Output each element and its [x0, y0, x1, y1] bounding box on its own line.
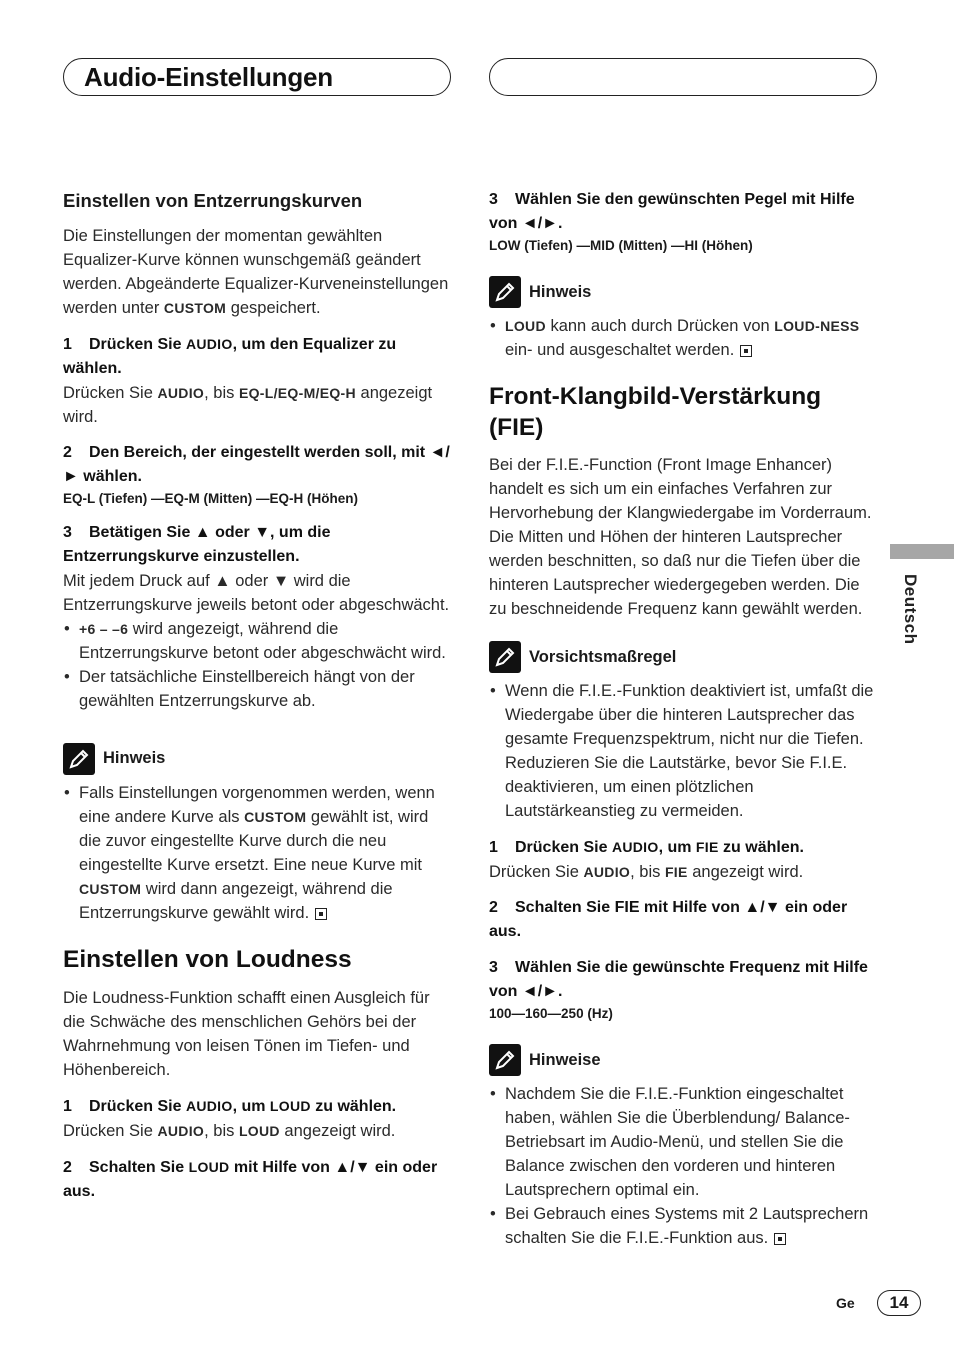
note-1-label: Hinweis	[103, 749, 166, 768]
note-pencil-icon	[489, 641, 521, 673]
page-title: Audio-Einstellungen	[84, 62, 333, 92]
loud-step-1-desc: Drücken Sie AUDIO, bis LOUD angezeigt wird.	[63, 1121, 396, 1140]
fie-step-1-desc: Drücken Sie AUDIO, bis FIE angezeigt wird.	[489, 863, 804, 882]
fie-step-2: 2 Schalten Sie FIE mit Hilfe von ▲/▼ ein oder aus.	[489, 899, 848, 941]
fie-step-1: 1 Drücken Sie AUDIO, um FIE zu wählen.	[489, 839, 804, 857]
notes-3-label: Hinweise	[529, 1050, 601, 1069]
note-2-label: Hinweis	[529, 282, 592, 301]
loud-step-2: 2 Schalten Sie LOUD mit Hilfe von ▲/▼ ein oder aus.	[63, 1158, 438, 1200]
eq-heading: Einstellen von Entzerrungskurven	[63, 190, 363, 211]
end-mark-icon	[740, 345, 752, 357]
note-1-head	[63, 743, 453, 775]
fie-range: 100—160—250 (Hz)	[489, 1006, 613, 1022]
loudness-heading: Einstellen von Loudness	[63, 945, 352, 973]
notes-3-bullet-1: • Nachdem Sie die F.I.E.-Funktion eingeschaltet haben, wählen Sie die Überblendung/ Balance- Betriebsart im Audio-Menü, und stellen Sie die Balance zwischen den vorderen und hinteren Lautsprechern optimal ein.	[489, 1082, 879, 1202]
footer-lang-code: Ge	[836, 1295, 855, 1311]
loud-step-3: 3 Wählen Sie den gewünschten Pegel mit Hilfe von ◄/►.	[489, 191, 855, 232]
loud-step-1: 1 Drücken Sie AUDIO, um LOUD zu wählen.	[63, 1097, 397, 1115]
page-number: 14	[877, 1290, 921, 1316]
note-pencil-icon	[63, 743, 95, 775]
left-column	[63, 188, 453, 1204]
loud-range: LOW (Tiefen) —MID (Mitten) —HI (Höhen)	[489, 238, 753, 253]
eq-step-2: 2 Den Bereich, der eingestellt werden soll, mit ◄/► wählen.	[63, 443, 450, 485]
eq-step-1-desc: Drücken Sie AUDIO, bis EQ-L/EQ-M/EQ-H angezeigt wird.	[63, 383, 433, 426]
right-column	[489, 188, 879, 1250]
note-pencil-icon	[489, 276, 521, 308]
caution-text: • Wenn die F.I.E.-Funktion deaktiviert ist, umfaßt die Wiedergabe über die hinteren Lautsprecher das gesamte Frequenzspektrum, nicht nur die Tiefen. Reduzieren Sie die Lautstärke, bevor Sie F.I.E. deaktivieren, um einen plötzlichen Lautstärkeanstieg zu vermeiden.	[489, 679, 879, 823]
notes-3-head	[489, 1044, 879, 1076]
notes-3-bullet-2: • Bei Gebrauch eines Systems mit 2 Lautsprechern schalten Sie die F.I.E.-Funktion aus.	[489, 1202, 879, 1250]
loudness-intro: Die Loudness-Funktion schafft einen Ausgleich für die Schwäche des menschlichen Gehörs bei der Wahrnehmung von leisen Tönen im Tiefen- und Höhenbereich.	[63, 988, 430, 1079]
eq-bullet-1: • +6 – –6 wird angezeigt, während die Entzerrungskurve betont oder abgeschwächt wird.	[63, 617, 453, 665]
fie-heading: Front-Klangbild-Verstärkung (FIE)	[489, 383, 822, 441]
header-title-box	[63, 58, 451, 96]
eq-intro: Die Einstellungen der momentan gewählten Equalizer-Kurve können wunschgemäß geändert werden. Abgeänderte Equalizer-Kurveneinstellungen werden unter CUSTOM gespeichert.	[63, 226, 449, 317]
note-2-head	[489, 276, 879, 308]
eq-step-3-desc: Mit jedem Druck auf ▲ oder ▼ wird die Entzerrungskurve jeweils betont oder abgeschwächt.	[63, 571, 450, 614]
caution-head	[489, 641, 879, 673]
caution-label: Vorsichtsmaßregel	[529, 647, 677, 666]
side-tab-marker	[890, 544, 954, 559]
end-mark-icon	[315, 908, 327, 920]
header-empty-box	[489, 58, 877, 96]
note-2-text: • LOUD kann auch durch Drücken von LOUD-NESS ein- und ausgeschaltet werden.	[489, 314, 879, 362]
side-language-label: Deutsch	[901, 574, 920, 645]
eq-step-1: 1 Drücken Sie AUDIO, um den Equalizer zu wählen.	[63, 335, 397, 377]
note-1-text: • Falls Einstellungen vorgenommen werden, wenn eine andere Kurve als CUSTOM gewählt ist, wird die zuvor eingestellte Kurve durch die neu eingestellte Kurve ersetzt. Eine neue Kurve mit CUSTOM wird dann angezeigt, während die Entzerrungskurve gewählt wird.	[63, 781, 453, 925]
note-pencil-icon	[489, 1044, 521, 1076]
eq-step-3: 3 Betätigen Sie ▲ oder ▼, um die Entzerrungskurve einzustellen.	[63, 523, 331, 565]
end-mark-icon	[774, 1233, 786, 1245]
fie-step-3: 3 Wählen Sie die gewünschte Frequenz mit Hilfe von ◄/►.	[489, 959, 868, 1001]
eq-bullet-2: • Der tatsächliche Einstellbereich hängt von der gewählten Entzerrungskurve ab.	[63, 665, 453, 713]
eq-range: EQ-L (Tiefen) —EQ-M (Mitten) —EQ-H (Höhen)	[63, 490, 358, 506]
fie-intro: Bei der F.I.E.-Function (Front Image Enhancer) handelt es sich um ein einfaches Verfahren zur Hervorhebung der Klangwiedergabe im Vorderraum. Die Mitten und Höhen der hinteren Lautsprecher werden beschnitten, so daß nur die Tiefen über die hinteren Lautsprecher wiedergegeben werden. Die zu beschneidende Frequenz kann gewählt werden.	[489, 456, 872, 619]
